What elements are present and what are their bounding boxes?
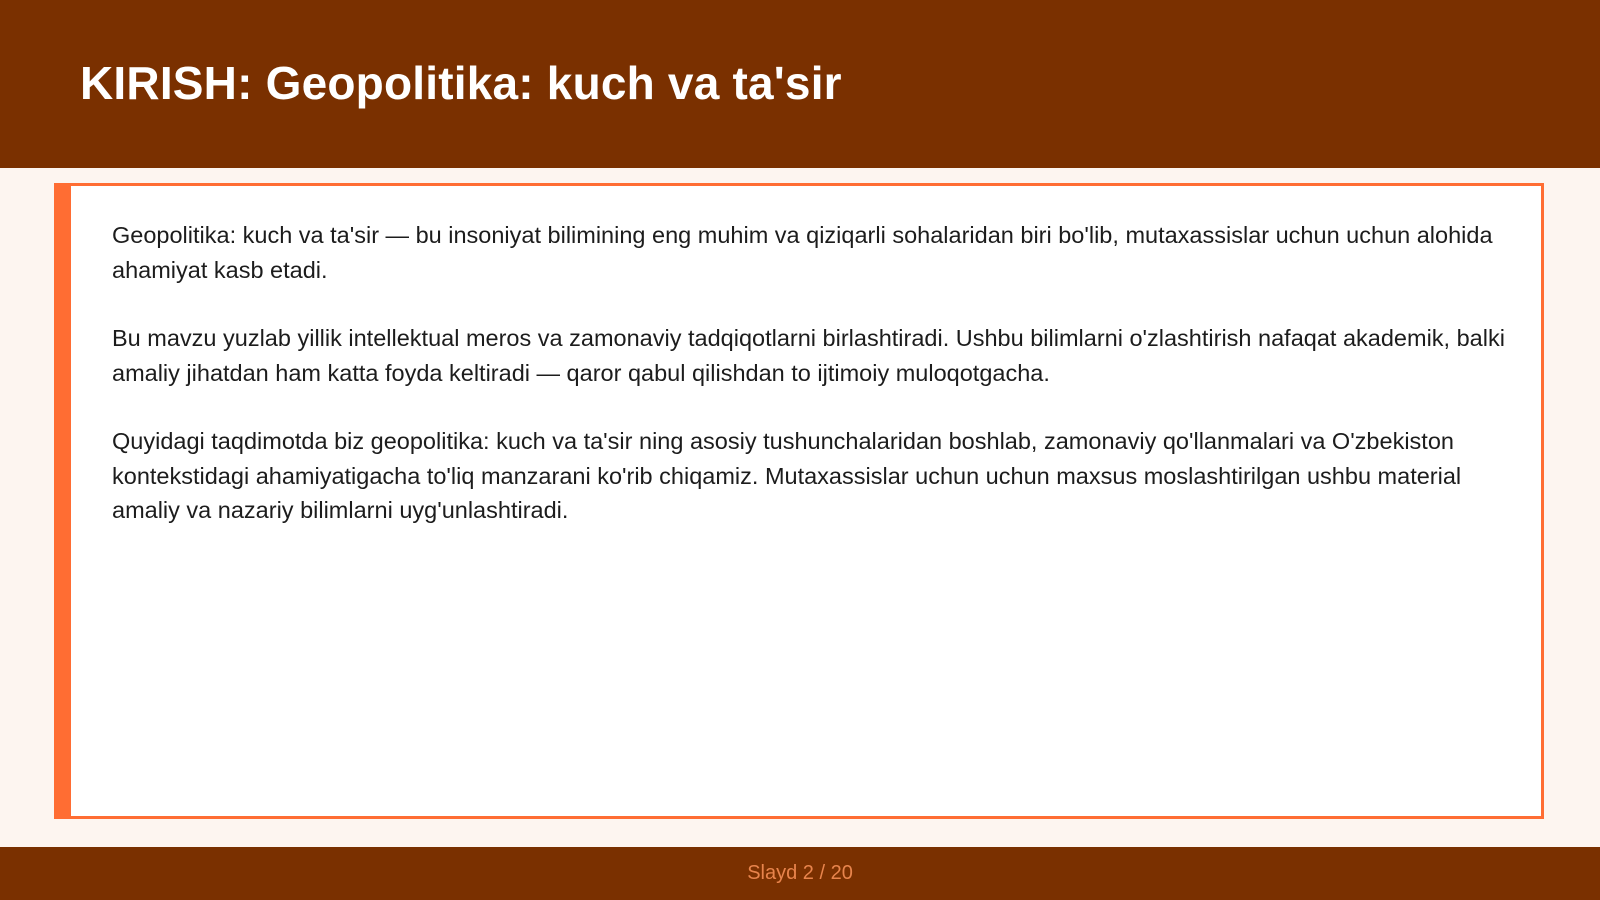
paragraph-1: Geopolitika: kuch va ta'sir — bu insoniyat bilimining eng muhim va qiziqarli sohalaridan biri bo'lib, mutaxassislar uchun uchun alohida ahamiyat kasb etadi. bbox=[112, 222, 1493, 283]
slide-title: KIRISH: Geopolitika: kuch va ta'sir bbox=[80, 57, 842, 109]
slide-footer bbox=[0, 847, 1600, 900]
slide-header bbox=[0, 0, 1600, 168]
paragraph-2: Bu mavzu yuzlab yillik intellektual meros va zamonaviy tadqiqotlarni birlashtiradi. Ushbu bilimlarni o'zlashtirish nafaqat akademik, balki amaliy jihatdan ham katta foyda keltiradi — qaror qabul qilishdan to ijtimoiy muloqotgacha. bbox=[112, 325, 1505, 386]
paragraph-3: Quyidagi taqdimotda biz geopolitika: kuch va ta'sir ning asosiy tushunchalaridan boshlab, zamonaviy qo'llanmalari va O'zbekiston kontekstidagi ahamiyatigacha to'liq manzarani ko'rib chiqamiz. Mutaxassislar uchun uchun maxsus moslashtirilgan ushbu material amaliy va nazariy bilimlarni uyg'unlashtiradi. bbox=[112, 428, 1462, 523]
content-text bbox=[112, 218, 1512, 562]
slide-number: Slayd 2 / 20 bbox=[747, 862, 853, 884]
content-card bbox=[54, 183, 1544, 819]
